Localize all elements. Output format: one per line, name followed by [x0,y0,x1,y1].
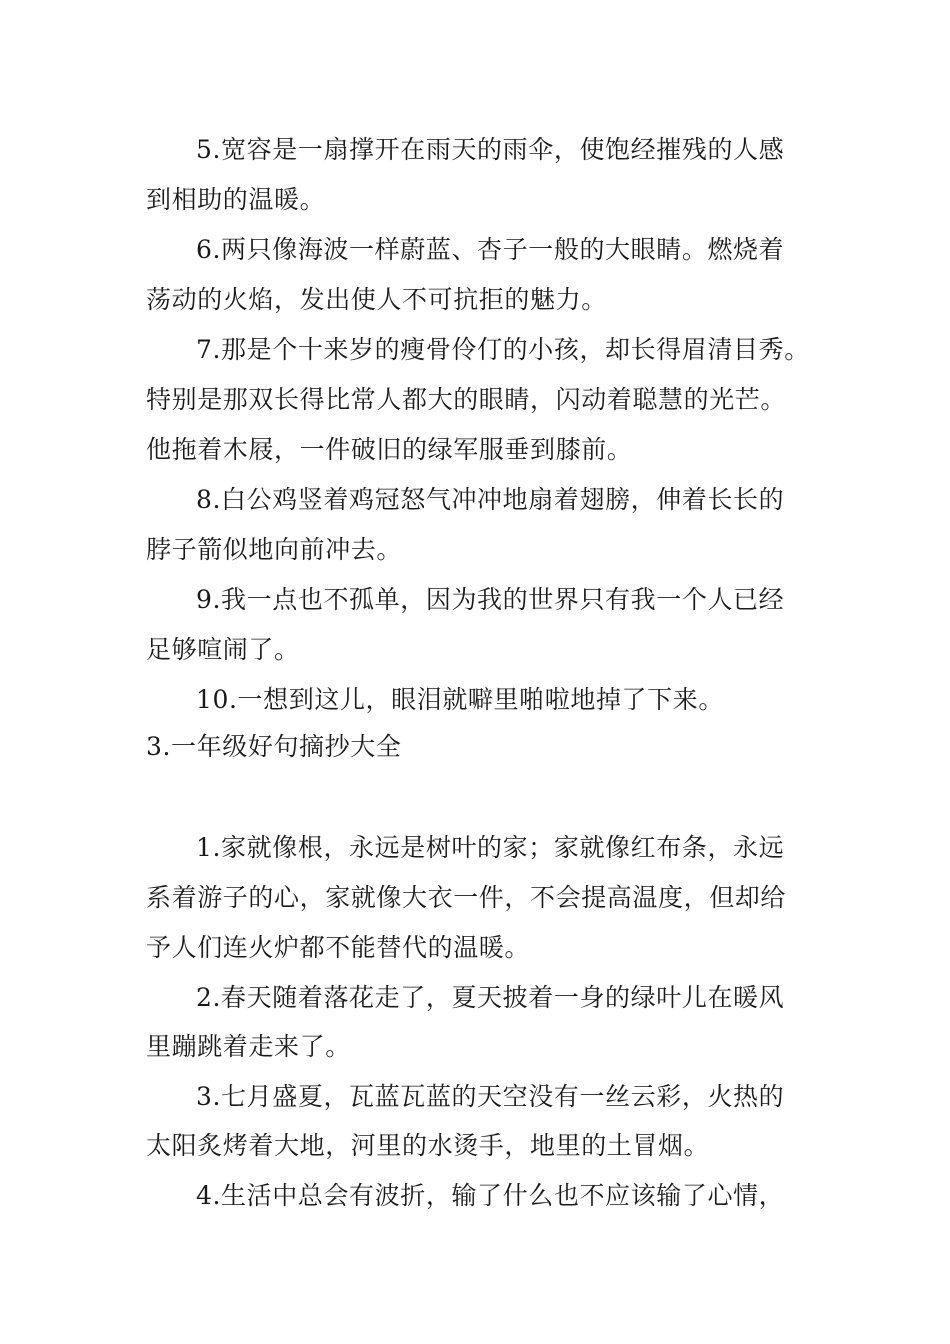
paragraph-line: 10.一想到这儿，眼泪就噼里啪啦地掉了下来。 [196,685,724,714]
paragraph-line: 予人们连火炉都不能替代的温暖。 [146,933,531,962]
paragraph-line: 到相助的温暖。 [146,185,326,214]
paragraph-line: 5.宽容是一扇撑开在雨天的雨伞，使饱经摧残的人感 [196,135,785,164]
paragraph-line: 足够喧闹了。 [146,635,300,664]
paragraph-line: 3.七月盛夏，瓦蓝瓦蓝的天空没有一丝云彩，火热的 [196,1082,785,1111]
paragraph-line: 脖子箭似地向前冲去。 [146,535,403,564]
paragraph-line: 8.白公鸡竖着鸡冠怒气冲冲地扇着翅膀，伸着长长的 [196,485,785,514]
paragraph-line: 他拖着木屐，一件破旧的绿军服垂到膝前。 [146,435,633,464]
paragraph-line: 里蹦跳着走来了。 [146,1032,351,1061]
paragraph-line: 9.我一点也不孤单，因为我的世界只有我一个人已经 [196,585,785,614]
paragraph-line: 6.两只像海波一样蔚蓝、杏子一般的大眼睛。燃烧着 [196,235,785,264]
paragraph-line: 7.那是个十来岁的瘦骨伶仃的小孩，却长得眉清目秀。 [196,335,810,364]
paragraph-line: 特别是那双长得比常人都大的眼睛，闪动着聪慧的光芒。 [146,385,787,414]
paragraph-line: 2.春天随着落花走了，夏天披着一身的绿叶儿在暖风 [196,983,785,1012]
paragraph-line: 荡动的火焰，发出使人不可抗拒的魅力。 [146,285,607,314]
paragraph-line: 4.生活中总会有波折，输了什么也不应该输了心情， [196,1181,785,1210]
paragraph-line: 系着游子的心，家就像大衣一件，不会提高温度，但却给 [146,883,787,912]
paragraph-line: 1.家就像根，永远是树叶的家；家就像红布条，永远 [196,833,785,862]
paragraph-line: 太阳炙烤着大地，河里的水烫手，地里的土冒烟。 [146,1131,710,1160]
section-heading: 3.一年级好句摘抄大全 [146,732,402,761]
